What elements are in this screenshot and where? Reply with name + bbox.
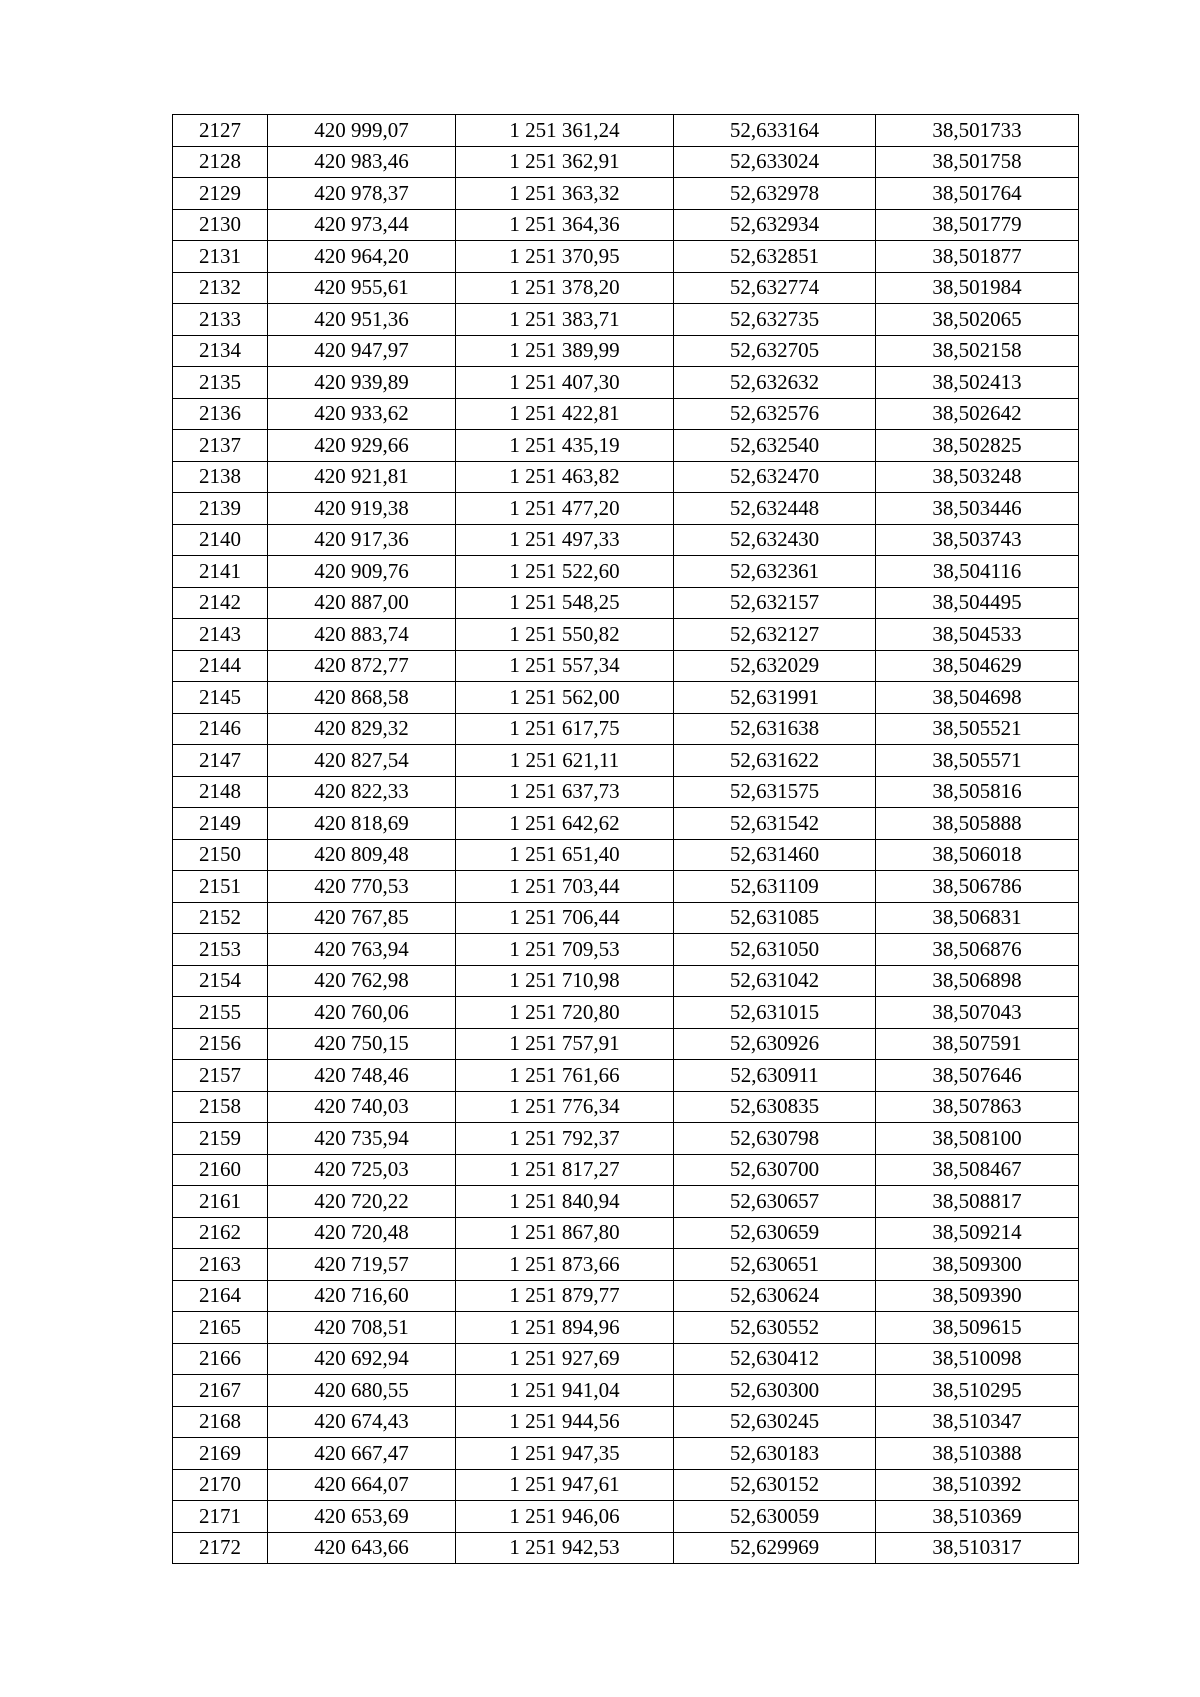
point-number-cell: 2127 <box>173 115 268 147</box>
latitude-cell: 52,630300 <box>674 1375 876 1407</box>
latitude-cell: 52,632540 <box>674 430 876 462</box>
x-coordinate-cell: 420 917,36 <box>268 524 456 556</box>
y-coordinate-cell: 1 251 562,00 <box>456 682 674 714</box>
point-number-cell: 2134 <box>173 335 268 367</box>
table-row <box>173 1154 1079 1186</box>
latitude-cell: 52,630183 <box>674 1438 876 1470</box>
latitude-cell: 52,632029 <box>674 650 876 682</box>
table-row <box>173 367 1079 399</box>
table-row <box>173 209 1079 241</box>
longitude-cell: 38,504698 <box>876 682 1079 714</box>
x-coordinate-cell: 420 973,44 <box>268 209 456 241</box>
point-number-cell: 2169 <box>173 1438 268 1470</box>
point-number-cell: 2136 <box>173 398 268 430</box>
latitude-cell: 52,631460 <box>674 839 876 871</box>
longitude-cell: 38,504629 <box>876 650 1079 682</box>
y-coordinate-cell: 1 251 840,94 <box>456 1186 674 1218</box>
point-number-cell: 2166 <box>173 1343 268 1375</box>
table-row <box>173 1312 1079 1344</box>
point-number-cell: 2142 <box>173 587 268 619</box>
y-coordinate-cell: 1 251 522,60 <box>456 556 674 588</box>
longitude-cell: 38,507043 <box>876 997 1079 1029</box>
point-number-cell: 2138 <box>173 461 268 493</box>
table-row <box>173 1249 1079 1281</box>
table-row <box>173 1406 1079 1438</box>
latitude-cell: 52,632127 <box>674 619 876 651</box>
point-number-cell: 2145 <box>173 682 268 714</box>
latitude-cell: 52,630624 <box>674 1280 876 1312</box>
x-coordinate-cell: 420 680,55 <box>268 1375 456 1407</box>
table-row <box>173 650 1079 682</box>
x-coordinate-cell: 420 720,22 <box>268 1186 456 1218</box>
latitude-cell: 52,630835 <box>674 1091 876 1123</box>
point-number-cell: 2165 <box>173 1312 268 1344</box>
latitude-cell: 52,629969 <box>674 1532 876 1564</box>
x-coordinate-cell: 420 770,53 <box>268 871 456 903</box>
point-number-cell: 2150 <box>173 839 268 871</box>
x-coordinate-cell: 420 829,32 <box>268 713 456 745</box>
table-row <box>173 713 1079 745</box>
y-coordinate-cell: 1 251 720,80 <box>456 997 674 1029</box>
table-row <box>173 272 1079 304</box>
table-row <box>173 1438 1079 1470</box>
table-row <box>173 839 1079 871</box>
y-coordinate-cell: 1 251 463,82 <box>456 461 674 493</box>
latitude-cell: 52,630700 <box>674 1154 876 1186</box>
y-coordinate-cell: 1 251 642,62 <box>456 808 674 840</box>
longitude-cell: 38,505816 <box>876 776 1079 808</box>
table-row <box>173 115 1079 147</box>
latitude-cell: 52,631109 <box>674 871 876 903</box>
y-coordinate-cell: 1 251 879,77 <box>456 1280 674 1312</box>
point-number-cell: 2160 <box>173 1154 268 1186</box>
y-coordinate-cell: 1 251 927,69 <box>456 1343 674 1375</box>
latitude-cell: 52,630059 <box>674 1501 876 1533</box>
longitude-cell: 38,508100 <box>876 1123 1079 1155</box>
y-coordinate-cell: 1 251 706,44 <box>456 902 674 934</box>
longitude-cell: 38,510098 <box>876 1343 1079 1375</box>
x-coordinate-cell: 420 767,85 <box>268 902 456 934</box>
x-coordinate-cell: 420 719,57 <box>268 1249 456 1281</box>
x-coordinate-cell: 420 929,66 <box>268 430 456 462</box>
table-row <box>173 587 1079 619</box>
point-number-cell: 2147 <box>173 745 268 777</box>
latitude-cell: 52,632576 <box>674 398 876 430</box>
latitude-cell: 52,630911 <box>674 1060 876 1092</box>
point-number-cell: 2152 <box>173 902 268 934</box>
point-number-cell: 2158 <box>173 1091 268 1123</box>
point-number-cell: 2139 <box>173 493 268 525</box>
table-row <box>173 1186 1079 1218</box>
longitude-cell: 38,502158 <box>876 335 1079 367</box>
table-row <box>173 871 1079 903</box>
point-number-cell: 2170 <box>173 1469 268 1501</box>
y-coordinate-cell: 1 251 422,81 <box>456 398 674 430</box>
table-row <box>173 1532 1079 1564</box>
longitude-cell: 38,506898 <box>876 965 1079 997</box>
point-number-cell: 2154 <box>173 965 268 997</box>
x-coordinate-cell: 420 760,06 <box>268 997 456 1029</box>
longitude-cell: 38,504116 <box>876 556 1079 588</box>
y-coordinate-cell: 1 251 757,91 <box>456 1028 674 1060</box>
y-coordinate-cell: 1 251 944,56 <box>456 1406 674 1438</box>
point-number-cell: 2146 <box>173 713 268 745</box>
longitude-cell: 38,506786 <box>876 871 1079 903</box>
latitude-cell: 52,631050 <box>674 934 876 966</box>
y-coordinate-cell: 1 251 362,91 <box>456 146 674 178</box>
x-coordinate-cell: 420 748,46 <box>268 1060 456 1092</box>
x-coordinate-cell: 420 887,00 <box>268 587 456 619</box>
longitude-cell: 38,509390 <box>876 1280 1079 1312</box>
longitude-cell: 38,502065 <box>876 304 1079 336</box>
y-coordinate-cell: 1 251 370,95 <box>456 241 674 273</box>
table-row <box>173 682 1079 714</box>
table-row <box>173 430 1079 462</box>
latitude-cell: 52,630152 <box>674 1469 876 1501</box>
y-coordinate-cell: 1 251 557,34 <box>456 650 674 682</box>
longitude-cell: 38,501733 <box>876 115 1079 147</box>
x-coordinate-cell: 420 827,54 <box>268 745 456 777</box>
point-number-cell: 2149 <box>173 808 268 840</box>
table-row <box>173 934 1079 966</box>
x-coordinate-cell: 420 822,33 <box>268 776 456 808</box>
y-coordinate-cell: 1 251 364,36 <box>456 209 674 241</box>
longitude-cell: 38,502825 <box>876 430 1079 462</box>
longitude-cell: 38,502642 <box>876 398 1079 430</box>
y-coordinate-cell: 1 251 941,04 <box>456 1375 674 1407</box>
latitude-cell: 52,631042 <box>674 965 876 997</box>
latitude-cell: 52,631991 <box>674 682 876 714</box>
x-coordinate-cell: 420 674,43 <box>268 1406 456 1438</box>
y-coordinate-cell: 1 251 817,27 <box>456 1154 674 1186</box>
x-coordinate-cell: 420 809,48 <box>268 839 456 871</box>
x-coordinate-cell: 420 716,60 <box>268 1280 456 1312</box>
latitude-cell: 52,631638 <box>674 713 876 745</box>
longitude-cell: 38,508817 <box>876 1186 1079 1218</box>
longitude-cell: 38,508467 <box>876 1154 1079 1186</box>
longitude-cell: 38,507646 <box>876 1060 1079 1092</box>
point-number-cell: 2129 <box>173 178 268 210</box>
y-coordinate-cell: 1 251 703,44 <box>456 871 674 903</box>
longitude-cell: 38,510369 <box>876 1501 1079 1533</box>
x-coordinate-cell: 420 643,66 <box>268 1532 456 1564</box>
longitude-cell: 38,505888 <box>876 808 1079 840</box>
latitude-cell: 52,633024 <box>674 146 876 178</box>
longitude-cell: 38,507591 <box>876 1028 1079 1060</box>
point-number-cell: 2133 <box>173 304 268 336</box>
y-coordinate-cell: 1 251 792,37 <box>456 1123 674 1155</box>
x-coordinate-cell: 420 720,48 <box>268 1217 456 1249</box>
table-row <box>173 776 1079 808</box>
x-coordinate-cell: 420 939,89 <box>268 367 456 399</box>
point-number-cell: 2156 <box>173 1028 268 1060</box>
x-coordinate-cell: 420 921,81 <box>268 461 456 493</box>
longitude-cell: 38,510388 <box>876 1438 1079 1470</box>
longitude-cell: 38,510295 <box>876 1375 1079 1407</box>
table-row <box>173 304 1079 336</box>
x-coordinate-cell: 420 762,98 <box>268 965 456 997</box>
longitude-cell: 38,510392 <box>876 1469 1079 1501</box>
point-number-cell: 2161 <box>173 1186 268 1218</box>
y-coordinate-cell: 1 251 435,19 <box>456 430 674 462</box>
x-coordinate-cell: 420 763,94 <box>268 934 456 966</box>
y-coordinate-cell: 1 251 946,06 <box>456 1501 674 1533</box>
table-row <box>173 1028 1079 1060</box>
longitude-cell: 38,509615 <box>876 1312 1079 1344</box>
point-number-cell: 2135 <box>173 367 268 399</box>
latitude-cell: 52,632978 <box>674 178 876 210</box>
latitude-cell: 52,632470 <box>674 461 876 493</box>
x-coordinate-cell: 420 818,69 <box>268 808 456 840</box>
table-row <box>173 556 1079 588</box>
latitude-cell: 52,630657 <box>674 1186 876 1218</box>
point-number-cell: 2164 <box>173 1280 268 1312</box>
table-body <box>173 115 1079 1564</box>
point-number-cell: 2128 <box>173 146 268 178</box>
point-number-cell: 2130 <box>173 209 268 241</box>
longitude-cell: 38,506876 <box>876 934 1079 966</box>
y-coordinate-cell: 1 251 389,99 <box>456 335 674 367</box>
latitude-cell: 52,632705 <box>674 335 876 367</box>
longitude-cell: 38,501984 <box>876 272 1079 304</box>
point-number-cell: 2132 <box>173 272 268 304</box>
table-row <box>173 493 1079 525</box>
longitude-cell: 38,506831 <box>876 902 1079 934</box>
longitude-cell: 38,510347 <box>876 1406 1079 1438</box>
latitude-cell: 52,632774 <box>674 272 876 304</box>
y-coordinate-cell: 1 251 548,25 <box>456 587 674 619</box>
y-coordinate-cell: 1 251 477,20 <box>456 493 674 525</box>
y-coordinate-cell: 1 251 621,11 <box>456 745 674 777</box>
y-coordinate-cell: 1 251 776,34 <box>456 1091 674 1123</box>
y-coordinate-cell: 1 251 497,33 <box>456 524 674 556</box>
y-coordinate-cell: 1 251 637,73 <box>456 776 674 808</box>
point-number-cell: 2172 <box>173 1532 268 1564</box>
x-coordinate-cell: 420 883,74 <box>268 619 456 651</box>
latitude-cell: 52,631575 <box>674 776 876 808</box>
longitude-cell: 38,505571 <box>876 745 1079 777</box>
latitude-cell: 52,632448 <box>674 493 876 525</box>
y-coordinate-cell: 1 251 761,66 <box>456 1060 674 1092</box>
latitude-cell: 52,632430 <box>674 524 876 556</box>
point-number-cell: 2144 <box>173 650 268 682</box>
latitude-cell: 52,630412 <box>674 1343 876 1375</box>
x-coordinate-cell: 420 664,07 <box>268 1469 456 1501</box>
table-row <box>173 1501 1079 1533</box>
y-coordinate-cell: 1 251 709,53 <box>456 934 674 966</box>
table-row <box>173 146 1079 178</box>
point-number-cell: 2131 <box>173 241 268 273</box>
latitude-cell: 52,633164 <box>674 115 876 147</box>
table-row <box>173 178 1079 210</box>
table-row <box>173 1217 1079 1249</box>
table-row <box>173 902 1079 934</box>
latitude-cell: 52,631622 <box>674 745 876 777</box>
latitude-cell: 52,632851 <box>674 241 876 273</box>
table-row <box>173 1060 1079 1092</box>
x-coordinate-cell: 420 735,94 <box>268 1123 456 1155</box>
longitude-cell: 38,509214 <box>876 1217 1079 1249</box>
x-coordinate-cell: 420 983,46 <box>268 146 456 178</box>
y-coordinate-cell: 1 251 363,32 <box>456 178 674 210</box>
table-row <box>173 619 1079 651</box>
longitude-cell: 38,503446 <box>876 493 1079 525</box>
longitude-cell: 38,504495 <box>876 587 1079 619</box>
x-coordinate-cell: 420 909,76 <box>268 556 456 588</box>
longitude-cell: 38,501764 <box>876 178 1079 210</box>
latitude-cell: 52,631085 <box>674 902 876 934</box>
table-row <box>173 1280 1079 1312</box>
latitude-cell: 52,630245 <box>674 1406 876 1438</box>
latitude-cell: 52,632735 <box>674 304 876 336</box>
longitude-cell: 38,503743 <box>876 524 1079 556</box>
point-number-cell: 2159 <box>173 1123 268 1155</box>
latitude-cell: 52,632361 <box>674 556 876 588</box>
y-coordinate-cell: 1 251 407,30 <box>456 367 674 399</box>
x-coordinate-cell: 420 872,77 <box>268 650 456 682</box>
y-coordinate-cell: 1 251 710,98 <box>456 965 674 997</box>
x-coordinate-cell: 420 933,62 <box>268 398 456 430</box>
point-number-cell: 2153 <box>173 934 268 966</box>
y-coordinate-cell: 1 251 942,53 <box>456 1532 674 1564</box>
point-number-cell: 2167 <box>173 1375 268 1407</box>
longitude-cell: 38,507863 <box>876 1091 1079 1123</box>
latitude-cell: 52,630798 <box>674 1123 876 1155</box>
point-number-cell: 2163 <box>173 1249 268 1281</box>
x-coordinate-cell: 420 978,37 <box>268 178 456 210</box>
x-coordinate-cell: 420 725,03 <box>268 1154 456 1186</box>
table-row <box>173 461 1079 493</box>
y-coordinate-cell: 1 251 651,40 <box>456 839 674 871</box>
point-number-cell: 2143 <box>173 619 268 651</box>
table-row <box>173 997 1079 1029</box>
y-coordinate-cell: 1 251 947,61 <box>456 1469 674 1501</box>
x-coordinate-cell: 420 964,20 <box>268 241 456 273</box>
x-coordinate-cell: 420 750,15 <box>268 1028 456 1060</box>
x-coordinate-cell: 420 868,58 <box>268 682 456 714</box>
longitude-cell: 38,505521 <box>876 713 1079 745</box>
x-coordinate-cell: 420 947,97 <box>268 335 456 367</box>
latitude-cell: 52,632632 <box>674 367 876 399</box>
x-coordinate-cell: 420 653,69 <box>268 1501 456 1533</box>
table-row <box>173 335 1079 367</box>
table-row <box>173 1091 1079 1123</box>
table-row <box>173 524 1079 556</box>
table-row <box>173 808 1079 840</box>
longitude-cell: 38,506018 <box>876 839 1079 871</box>
table-row <box>173 398 1079 430</box>
table-row <box>173 965 1079 997</box>
x-coordinate-cell: 420 708,51 <box>268 1312 456 1344</box>
point-number-cell: 2137 <box>173 430 268 462</box>
latitude-cell: 52,630651 <box>674 1249 876 1281</box>
y-coordinate-cell: 1 251 550,82 <box>456 619 674 651</box>
y-coordinate-cell: 1 251 378,20 <box>456 272 674 304</box>
point-number-cell: 2140 <box>173 524 268 556</box>
latitude-cell: 52,630926 <box>674 1028 876 1060</box>
x-coordinate-cell: 420 692,94 <box>268 1343 456 1375</box>
longitude-cell: 38,501877 <box>876 241 1079 273</box>
point-number-cell: 2141 <box>173 556 268 588</box>
point-number-cell: 2171 <box>173 1501 268 1533</box>
longitude-cell: 38,503248 <box>876 461 1079 493</box>
y-coordinate-cell: 1 251 361,24 <box>456 115 674 147</box>
point-number-cell: 2151 <box>173 871 268 903</box>
x-coordinate-cell: 420 955,61 <box>268 272 456 304</box>
x-coordinate-cell: 420 667,47 <box>268 1438 456 1470</box>
y-coordinate-cell: 1 251 617,75 <box>456 713 674 745</box>
y-coordinate-cell: 1 251 894,96 <box>456 1312 674 1344</box>
table-row <box>173 1343 1079 1375</box>
table-row <box>173 241 1079 273</box>
y-coordinate-cell: 1 251 867,80 <box>456 1217 674 1249</box>
longitude-cell: 38,502413 <box>876 367 1079 399</box>
point-number-cell: 2157 <box>173 1060 268 1092</box>
latitude-cell: 52,632934 <box>674 209 876 241</box>
table-row <box>173 1375 1079 1407</box>
longitude-cell: 38,510317 <box>876 1532 1079 1564</box>
table-row <box>173 1469 1079 1501</box>
latitude-cell: 52,632157 <box>674 587 876 619</box>
coordinates-table <box>172 114 1079 1564</box>
latitude-cell: 52,630552 <box>674 1312 876 1344</box>
table-row <box>173 1123 1079 1155</box>
longitude-cell: 38,501779 <box>876 209 1079 241</box>
longitude-cell: 38,509300 <box>876 1249 1079 1281</box>
x-coordinate-cell: 420 951,36 <box>268 304 456 336</box>
x-coordinate-cell: 420 740,03 <box>268 1091 456 1123</box>
table-row <box>173 745 1079 777</box>
point-number-cell: 2162 <box>173 1217 268 1249</box>
latitude-cell: 52,630659 <box>674 1217 876 1249</box>
point-number-cell: 2148 <box>173 776 268 808</box>
latitude-cell: 52,631542 <box>674 808 876 840</box>
point-number-cell: 2168 <box>173 1406 268 1438</box>
longitude-cell: 38,501758 <box>876 146 1079 178</box>
x-coordinate-cell: 420 919,38 <box>268 493 456 525</box>
x-coordinate-cell: 420 999,07 <box>268 115 456 147</box>
longitude-cell: 38,504533 <box>876 619 1079 651</box>
y-coordinate-cell: 1 251 383,71 <box>456 304 674 336</box>
point-number-cell: 2155 <box>173 997 268 1029</box>
latitude-cell: 52,631015 <box>674 997 876 1029</box>
y-coordinate-cell: 1 251 873,66 <box>456 1249 674 1281</box>
y-coordinate-cell: 1 251 947,35 <box>456 1438 674 1470</box>
